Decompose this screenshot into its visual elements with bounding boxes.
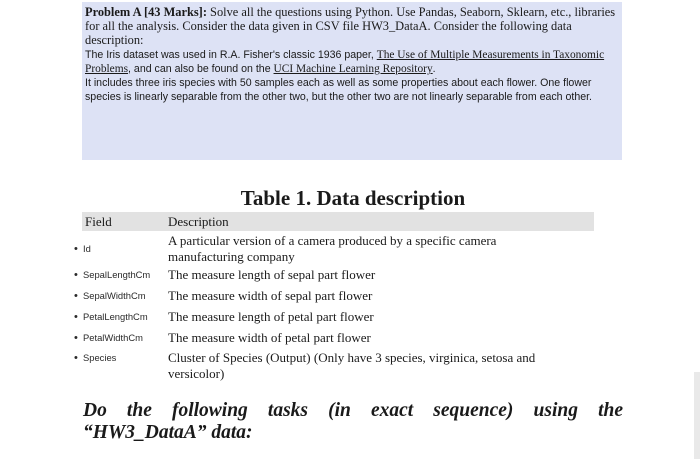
problem-intro: [85, 5, 618, 48]
field-cell: [74, 269, 150, 281]
field-name: Id: [83, 243, 91, 254]
description-cell: A particular version of a camera produced by a specific camera manufacturing company: [168, 233, 497, 264]
field-cell: [74, 290, 146, 302]
field-cell: [74, 352, 116, 364]
iris-paragraph-prefix: The Iris dataset was used in R.A. Fisher's classic 1936 paper,: [85, 48, 377, 61]
bullet-icon: •: [74, 332, 78, 344]
description-cell: The measure width of petal part flower: [168, 330, 371, 345]
table-title: Table 1. Data description: [240, 186, 466, 210]
bullet-icon: •: [74, 290, 78, 302]
tasks-heading-line2: “HW3_DataA” data:: [83, 422, 253, 443]
bullet-icon: •: [74, 352, 78, 364]
description-cell: The measure width of sepal part flower: [168, 288, 373, 303]
problem-intro-text: Solve all the questions using Python. Use Pandas, Seaborn, Sklearn, etc., libraries for all the analysis. Consider the data given in CSV file HW3_DataA. Consider the following data description:: [85, 5, 616, 48]
tasks-heading: [83, 400, 623, 444]
field-name: SepalLengthCm: [83, 269, 151, 280]
description-cell: The measure length of sepal part flower: [168, 267, 376, 282]
bullet-icon: •: [74, 269, 78, 281]
iris-paragraph-end: .: [432, 62, 436, 75]
field-name: PetalWidthCm: [83, 332, 143, 343]
species-paragraph: It includes three iris species with 50 samples each as well as some properties about each flower. One flower species is linearly separable from the other two, but the other two are not linearly separable from each other.: [85, 77, 593, 104]
bullet-icon: •: [74, 243, 78, 255]
header-field: Field: [85, 214, 112, 229]
field-cell: [74, 311, 148, 323]
bullet-icon: •: [74, 311, 78, 323]
iris-paragraph-mid: , and can also be found on the: [128, 62, 274, 75]
tasks-heading-line1: Do the following tasks (in exact sequence) using the: [83, 400, 623, 421]
table-header-bar: [82, 212, 594, 231]
field-cell: [74, 332, 143, 344]
description-cell: Cluster of Species (Output) (Only have 3 species, virginica, setosa and versicolor): [168, 350, 536, 381]
uci-repository-link[interactable]: UCI Machine Learning Repository: [273, 62, 433, 75]
description-cell: The measure length of petal part flower: [168, 309, 374, 324]
page-edge-strip: [694, 372, 700, 459]
field-name: SepalWidthCm: [83, 290, 146, 301]
field-name: Species: [83, 352, 117, 363]
field-name: PetalLengthCm: [83, 311, 148, 322]
problem-label: Problem A [43 Marks]:: [85, 5, 207, 19]
header-description: Description: [168, 214, 229, 229]
iris-paragraph: [85, 48, 618, 76]
field-cell: [74, 243, 91, 255]
problem-statement-box: [82, 2, 622, 160]
fisher-paper-link[interactable]: The Use of Multiple Measurements in Taxonomic Problems: [85, 48, 605, 75]
